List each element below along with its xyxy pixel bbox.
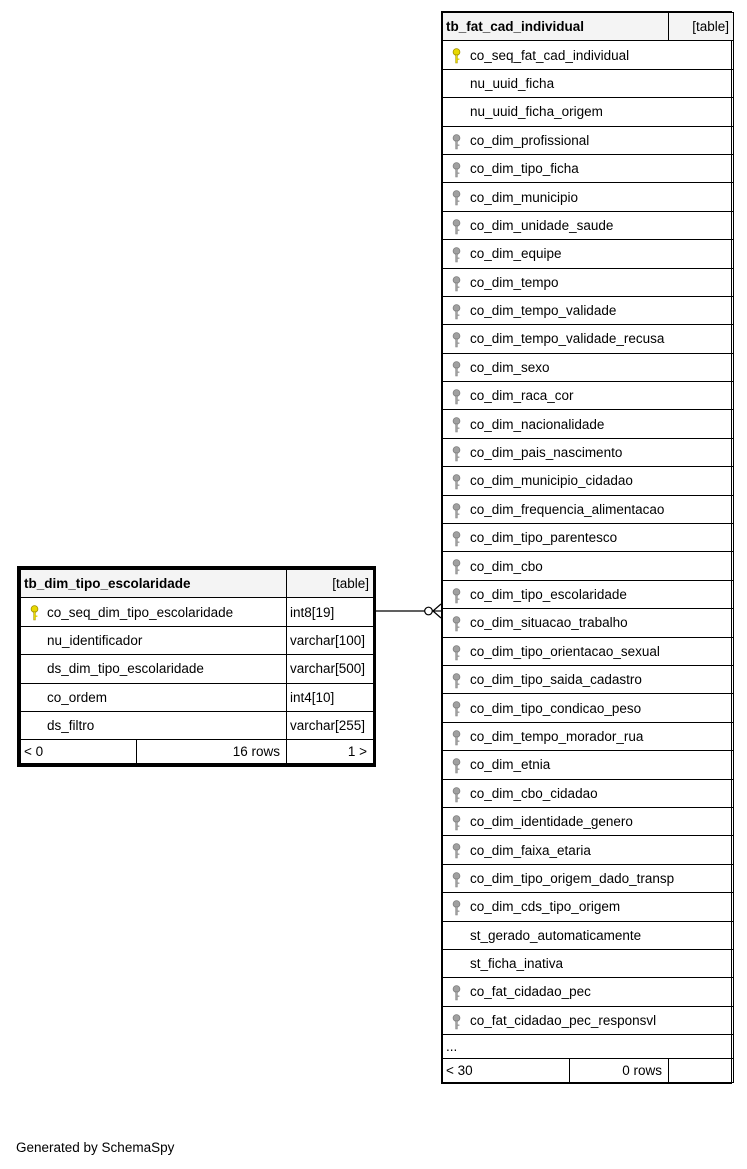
column-co-dim-tipo-ficha[interactable] [443,154,734,182]
foreign-key-icon [452,219,462,235]
table-row[interactable] [443,637,734,665]
column-name: co_ordem [47,689,108,705]
column-name: co_dim_tempo_morador_rua [470,728,644,744]
foreign-key-icon [452,588,462,604]
column-co-dim-profissional[interactable] [443,126,734,154]
column-name: co_dim_municipio [470,189,579,205]
column-co-dim-frequencia-alimentacao[interactable] [443,495,734,523]
column-type: varchar[500] [287,655,374,683]
more-columns-row [443,1035,734,1059]
column-co-dim-equipe[interactable] [443,240,734,268]
dim-table[interactable] [17,566,376,767]
column-co-dim-cbo[interactable] [443,552,734,580]
table-row[interactable] [443,836,734,864]
table-row[interactable] [21,655,374,683]
table-row[interactable] [21,626,374,654]
fact-table[interactable] [441,11,732,1084]
column-name: co_dim_tipo_origem_dado_transp [470,870,675,886]
column-name: co_dim_tipo_parentesco [470,530,618,546]
table-row[interactable] [443,893,734,921]
foreign-key-icon [452,1014,462,1030]
table-row[interactable] [443,524,734,552]
table-row[interactable] [443,694,734,722]
table-name[interactable]: tb_fat_cad_individual [443,13,669,41]
table-row[interactable] [443,1006,734,1034]
column-nu-uuid-ficha-origem[interactable] [443,98,734,126]
table-row[interactable] [443,410,734,438]
table-row[interactable] [443,211,734,239]
table-row[interactable] [443,779,734,807]
foreign-key-icon [452,389,462,405]
column-type: varchar[100] [287,626,374,654]
column-co-dim-cbo-cidadao[interactable] [443,779,734,807]
crowfoot-upper [433,604,441,611]
table-row[interactable] [443,154,734,182]
foreign-key-icon [452,247,462,263]
column-name: co_fat_cidadao_pec_responsvl [470,1012,657,1028]
primary-key-icon [30,605,40,621]
column-nu-identificador[interactable] [21,626,287,654]
row-count: 0 rows [570,1059,669,1083]
column-co-dim-tempo[interactable] [443,268,734,296]
table-header[interactable] [21,570,374,598]
column-name: nu_identificador [47,632,143,648]
child-count[interactable] [669,1059,734,1083]
column-name: co_dim_sexo [470,359,550,375]
column-st-gerado-automaticamente[interactable] [443,921,734,949]
column-name: co_dim_unidade_saude [470,217,614,233]
table-row[interactable] [443,495,734,523]
foreign-key-icon [452,276,462,292]
column-ds-filtro[interactable] [21,711,287,739]
column-co-dim-municipio[interactable] [443,183,734,211]
column-co-seq-fat-cad-individual[interactable] [443,41,734,69]
table-row[interactable] [443,609,734,637]
column-co-dim-tipo-origem-dado-transp[interactable] [443,864,734,892]
column-name: co_dim_faixa_etaria [470,842,591,858]
column-co-dim-sexo[interactable] [443,353,734,381]
table-row[interactable] [443,580,734,608]
foreign-key-icon [452,446,462,462]
row-count: 16 rows [137,740,287,764]
table-row[interactable] [443,41,734,69]
column-co-dim-tempo-morador-rua[interactable] [443,722,734,750]
column-name: co_dim_cds_tipo_origem [470,899,621,915]
table-row[interactable] [443,382,734,410]
foreign-key-icon [452,645,462,661]
column-co-dim-unidade-saude[interactable] [443,211,734,239]
table-row[interactable] [443,807,734,835]
column-name: co_dim_tempo [470,274,559,290]
column-co-dim-tempo-validade[interactable] [443,296,734,324]
column-name: co_dim_tempo_validade_recusa [470,331,665,347]
column-co-ordem[interactable] [21,683,287,711]
foreign-key-icon [452,417,462,433]
column-co-dim-tipo-parentesco[interactable] [443,524,734,552]
foreign-key-icon [452,815,462,831]
foreign-key-icon [452,190,462,206]
column-name: co_dim_situacao_trabalho [470,615,628,631]
table-row[interactable] [443,353,734,381]
table-row[interactable] [443,751,734,779]
table-row[interactable] [443,183,734,211]
foreign-key-icon [452,304,462,320]
column-name: co_dim_raca_cor [470,388,574,404]
table-footer [443,1059,734,1083]
column-name: st_gerado_automaticamente [470,927,642,943]
crowfoot-lower [433,611,441,618]
column-name: co_dim_tempo_validade [470,303,617,319]
column-name: co_dim_municipio_cidadao [470,473,633,489]
table-row[interactable] [443,921,734,949]
column-co-dim-tipo-escolaridade[interactable] [443,580,734,608]
column-name: st_ficha_inativa [470,956,564,972]
column-co-dim-identidade-genero[interactable] [443,807,734,835]
more-columns-ellipsis: ... [443,1035,734,1059]
column-co-dim-pais-nascimento[interactable] [443,438,734,466]
foreign-key-icon [452,162,462,178]
foreign-key-icon [452,730,462,746]
table-row[interactable] [443,864,734,892]
column-co-dim-municipio-cidadao[interactable] [443,467,734,495]
column-co-dim-cds-tipo-origem[interactable] [443,893,734,921]
column-co-dim-nacionalidade[interactable] [443,410,734,438]
table-row[interactable] [443,296,734,324]
column-name: co_dim_cbo [470,558,543,574]
column-co-dim-tipo-saida-cadastro[interactable] [443,665,734,693]
column-co-fat-cidadao-pec[interactable] [443,978,734,1006]
column-st-ficha-inativa[interactable] [443,949,734,977]
table-row[interactable] [443,69,734,97]
column-co-dim-raca-cor[interactable] [443,382,734,410]
table-row[interactable] [443,240,734,268]
column-co-fat-cidadao-pec-responsvl[interactable] [443,1006,734,1034]
generated-by-footer: Generated by SchemaSpy [16,1140,175,1155]
column-name: co_dim_tipo_escolaridade [470,587,627,602]
column-ds-dim-tipo-escolaridade[interactable] [21,655,287,683]
table-row[interactable] [443,126,734,154]
column-type: varchar[255] [287,711,374,739]
optional-marker [425,607,433,615]
table-row[interactable] [443,665,734,693]
column-name: co_dim_etnia [470,757,551,773]
column-name: co_dim_tipo_saida_cadastro [470,672,642,688]
table-kind: [table] [287,570,374,598]
column-name: nu_uuid_ficha_origem [470,104,603,120]
table-name[interactable]: tb_dim_tipo_escolaridade [21,570,287,598]
column-co-dim-tipo-orientacao-sexual[interactable] [443,637,734,665]
foreign-key-icon [452,985,462,1001]
foreign-key-icon [452,134,462,150]
foreign-key-icon [452,559,462,575]
primary-key-icon [452,48,462,64]
table-row[interactable] [443,949,734,977]
table-row[interactable] [443,438,734,466]
column-name: co_dim_cbo_cidadao [470,785,598,801]
table-row[interactable] [21,711,374,739]
column-co-seq-dim-tipo-escolaridade[interactable] [21,598,287,626]
table-row[interactable] [443,722,734,750]
column-name: co_dim_tipo_orientacao_sexual [470,643,660,659]
table-row[interactable] [443,978,734,1006]
column-co-dim-tempo-validade-recusa[interactable] [443,325,734,353]
foreign-key-icon [452,843,462,859]
foreign-key-icon [452,758,462,774]
foreign-key-icon [452,673,462,689]
child-count[interactable]: 1 > [287,740,374,764]
column-name: ds_filtro [47,718,95,734]
column-name: nu_uuid_ficha [470,75,555,91]
column-type: int4[10] [287,683,374,711]
foreign-key-icon [452,787,462,803]
foreign-key-icon [452,701,462,717]
column-name: co_dim_tipo_ficha [470,161,579,177]
column-name: co_seq_dim_tipo_escolaridade [47,604,234,620]
table-row[interactable] [443,98,734,126]
foreign-key-icon [452,503,462,519]
column-name: co_dim_pais_nascimento [470,445,623,461]
table-footer [21,740,374,764]
foreign-key-icon [452,900,462,916]
foreign-key-icon [452,332,462,348]
column-name: co_dim_profissional [470,132,590,148]
table-row[interactable] [21,598,374,626]
foreign-key-icon [452,616,462,632]
column-co-dim-situacao-trabalho[interactable] [443,609,734,637]
column-name: co_fat_cidadao_pec [470,984,591,1000]
table-row[interactable] [443,467,734,495]
parent-count[interactable]: < 30 [443,1059,570,1083]
column-name: co_dim_nacionalidade [470,416,605,432]
column-name: co_dim_equipe [470,246,562,262]
table-row[interactable] [21,683,374,711]
table-kind: [table] [669,13,734,41]
column-co-dim-tipo-condicao-peso[interactable] [443,694,734,722]
parent-count[interactable]: < 0 [21,740,137,764]
table-row[interactable] [443,325,734,353]
foreign-key-icon [452,474,462,490]
column-co-dim-etnia[interactable] [443,751,734,779]
table-header[interactable] [443,13,734,41]
column-type: int8[19] [287,598,374,626]
column-name: co_dim_tipo_condicao_peso [470,700,642,716]
column-name: co_dim_identidade_genero [470,814,633,830]
table-row[interactable] [443,268,734,296]
column-name: co_seq_fat_cad_individual [470,47,630,63]
column-nu-uuid-ficha[interactable] [443,69,734,97]
column-name: co_dim_frequencia_alimentacao [470,501,665,517]
column-co-dim-faixa-etaria[interactable] [443,836,734,864]
foreign-key-icon [452,361,462,377]
foreign-key-icon [452,872,462,888]
table-row[interactable] [443,552,734,580]
foreign-key-icon [452,531,462,547]
column-name: ds_dim_tipo_escolaridade [47,661,204,677]
